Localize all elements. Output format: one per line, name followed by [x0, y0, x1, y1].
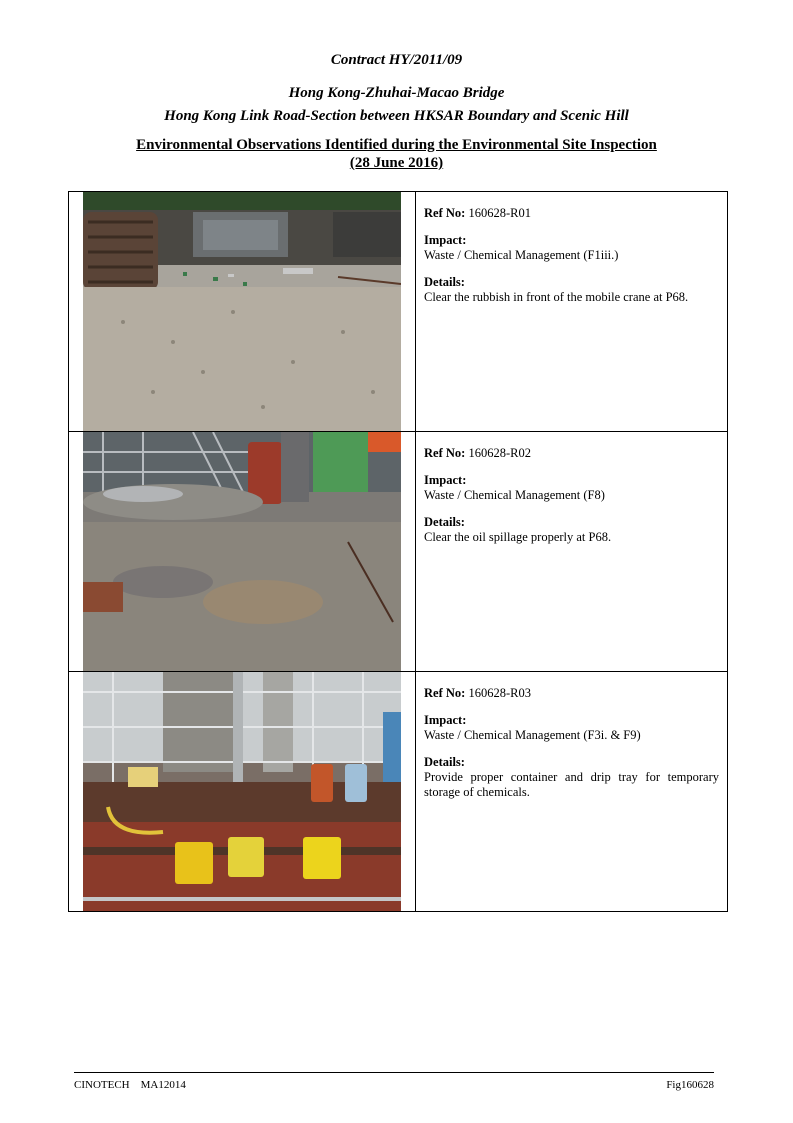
impact-label: Impact: [424, 233, 467, 247]
ref-number: 160628-R02 [468, 446, 531, 460]
observation-row [69, 672, 728, 912]
impact-label: Impact: [424, 473, 467, 487]
ref-line [424, 446, 719, 461]
observation-row [69, 192, 728, 432]
photo-cell [69, 672, 416, 912]
footer-figure-number: Fig160628 [666, 1079, 714, 1091]
details-text: Clear the oil spillage properly at P68. [424, 530, 612, 544]
site-photo-rubbish-crane [83, 192, 401, 431]
project-name: Hong Kong-Zhuhai-Macao Bridge [288, 85, 505, 101]
details-label: Details: [424, 755, 465, 769]
details-text: Provide proper container and drip tray for temporary storage of chemicals. [424, 770, 719, 799]
project-section: Hong Kong Link Road-Section between HKSAR Boundary and Scenic Hill [164, 108, 629, 124]
observation-details-cell [416, 672, 728, 912]
photo-cell [69, 432, 416, 672]
impact-text: Waste / Chemical Management (F3i. & F9) [424, 728, 641, 742]
document-date: (28 June 2016) [349, 155, 444, 171]
contract-number: Contract HY/2011/09 [330, 52, 463, 68]
observations-table [68, 191, 728, 912]
observation-row [69, 432, 728, 672]
impact-text: Waste / Chemical Management (F1iii.) [424, 248, 619, 262]
ref-label: Ref No: [424, 686, 466, 700]
site-photo-oil-spillage [83, 432, 401, 671]
photo-cell [69, 192, 416, 432]
ref-label: Ref No: [424, 446, 466, 460]
observation-details-cell [416, 432, 728, 672]
ref-number: 160628-R03 [468, 686, 531, 700]
footer-company: CINOTECH MA12014 [74, 1079, 186, 1091]
ref-number: 160628-R01 [468, 206, 531, 220]
details-label: Details: [424, 275, 465, 289]
ref-line [424, 686, 719, 701]
document-title: Environmental Observations Identified during the Environmental Site Inspection [136, 137, 657, 153]
details-label: Details: [424, 515, 465, 529]
impact-text: Waste / Chemical Management (F8) [424, 488, 605, 502]
details-text: Clear the rubbish in front of the mobile crane at P68. [424, 290, 689, 304]
ref-label: Ref No: [424, 206, 466, 220]
ref-line [424, 206, 719, 221]
footer-divider [74, 1072, 714, 1073]
impact-label: Impact: [424, 713, 467, 727]
site-photo-chemical-storage [83, 672, 401, 911]
observation-details-cell [416, 192, 728, 432]
